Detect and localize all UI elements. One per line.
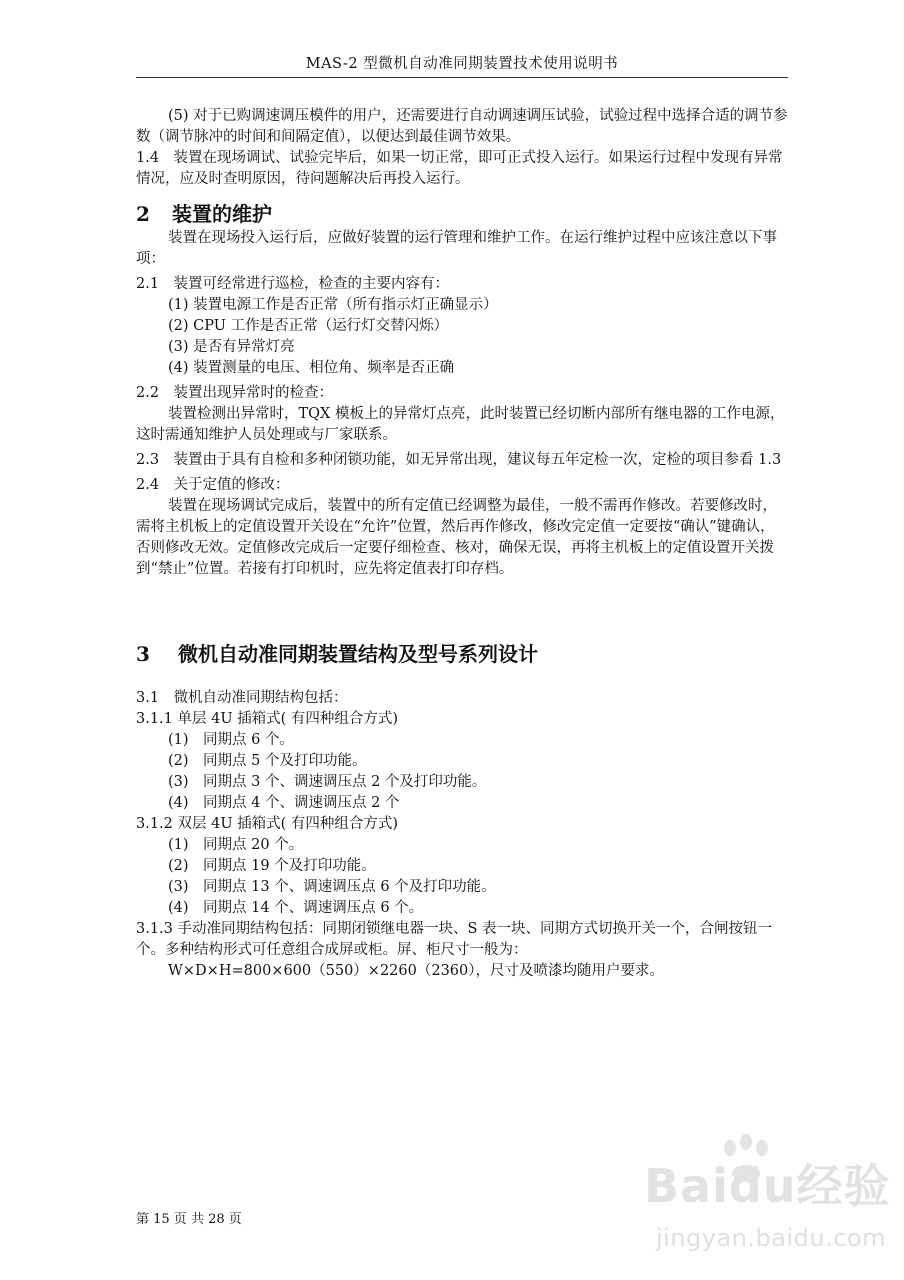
- subsection-heading: 3.1.2 双层 4U 插箱式( 有四种组合方式): [136, 816, 399, 832]
- paragraph: 1.4 装置在现场调试、试验完毕后，如果一切正常，即可正式投入运行。如果运行过程中发现有异常情况，应及时查明原因，待问题解决后再投入运行。: [136, 150, 783, 187]
- list-item: (3) 是否有异常灯亮: [168, 339, 295, 355]
- paragraph: 3.1.3 手动准同期结构包括：同期闭锁继电器一块、S 表一块、同期方式切换开关一个，合闸按钮一个。多种结构形式可任意组合成屏或柜。屏、柜尺寸一般为：: [136, 921, 773, 958]
- list-item: (1) 装置电源工作是否正常（所有指示灯正确显示）: [168, 297, 498, 313]
- list-item: (1) 同期点 6 个。: [168, 732, 294, 748]
- list-item: (1) 同期点 20 个。: [168, 837, 304, 853]
- paragraph: 2.3 装置由于具有自检和多种闭锁功能，如无异常出现，建议每五年定检一次，定检的项目参看 1.3: [136, 452, 782, 468]
- section-heading-2: [136, 200, 788, 228]
- section-title: 装置的维护: [172, 202, 272, 226]
- paragraph: (5) 对于已购调速调压模件的用户，还需要进行自动调速调压试验，试验过程中选择合适的调节参数（调节脉冲的时间和间隔定值），以便达到最佳调节效果。: [136, 108, 788, 145]
- list-item: (4) 同期点 4 个、调速调压点 2 个: [168, 795, 400, 811]
- page-number: 第 15 页 共 28 页: [136, 1212, 242, 1227]
- list-item: (4) 同期点 14 个、调速调压点 6 个。: [168, 900, 424, 916]
- section-title: 微机自动准同期装置结构及型号系列设计: [178, 642, 538, 666]
- header-divider: [136, 77, 788, 78]
- watermark-logo: Baidu经验: [644, 1159, 891, 1213]
- paragraph: 装置检测出异常时，TQX 模板上的异常灯点亮，此时装置已经切断内部所有继电器的工作电源，这时需通知维护人员处理或与厂家联系。: [136, 406, 785, 443]
- subsection-heading: 3.1 微机自动准同期结构包括：: [136, 690, 348, 706]
- section-heading-3: [136, 640, 788, 668]
- subsection-heading: 2.2 装置出现异常时的检查：: [136, 385, 334, 401]
- list-item: (4) 装置测量的电压、相位角、频率是否正确: [168, 360, 455, 376]
- list-item: (3) 同期点 13 个、调速调压点 6 个及打印功能。: [168, 879, 496, 895]
- list-item: (2) 同期点 19 个及打印功能。: [168, 858, 376, 874]
- subsection-heading: 2.4 关于定值的修改：: [136, 477, 290, 493]
- page-content: [136, 106, 788, 982]
- paragraph: 装置在现场调试完成后，装置中的所有定值已经调整为最佳，一般不需再作修改。若要修改时，需将主机板上的定值设置开关设在“允许”位置，然后再作修改，修改完定值一定要按“确认”键确认，否则修改无效。定值修改完成后一定要仔细检查、核对，确保无误，再将主机板上的定值设置开关拨到“禁止”位置。若接有打印机时，应先将定值表打印存档。: [136, 498, 777, 577]
- paragraph: 装置在现场投入运行后，应做好装置的运行管理和维护工作。在运行维护过程中应该注意以下事项：: [136, 230, 777, 267]
- subsection-heading: 2.1 装置可经常进行巡检，检查的主要内容有：: [136, 276, 450, 292]
- section-number: 2: [136, 202, 150, 226]
- section-number: 3: [136, 642, 150, 666]
- watermark-url: jingyan.baidu.com: [656, 1224, 886, 1252]
- list-item: (3) 同期点 3 个、调速调压点 2 个及打印功能。: [168, 774, 487, 790]
- subsection-heading: 3.1.1 单层 4U 插箱式( 有四种组合方式): [136, 711, 399, 727]
- baidu-watermark: [636, 1140, 898, 1270]
- dimension-line: W×D×H=800×600（550）×2260（2360），尺寸及喷漆均随用户要求。: [168, 963, 665, 979]
- list-item: (2) CPU 工作是否正常（运行灯交替闪烁）: [168, 318, 449, 334]
- list-item: (2) 同期点 5 个及打印功能。: [168, 753, 367, 769]
- document-header-title: MAS-2 型微机自动准同期装置技术使用说明书: [305, 56, 619, 72]
